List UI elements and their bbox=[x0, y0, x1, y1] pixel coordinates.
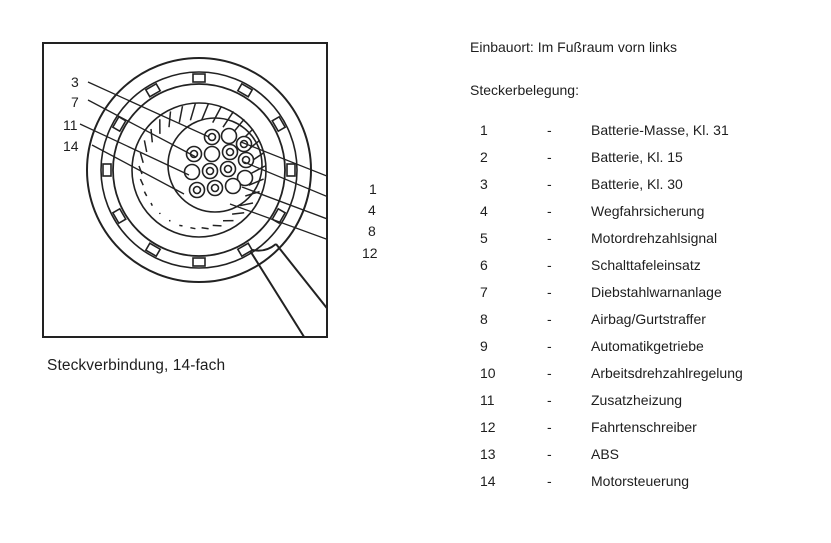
hatch-stroke bbox=[151, 203, 152, 206]
hatch-stroke bbox=[144, 192, 146, 196]
callout-14: 14 bbox=[63, 138, 79, 154]
pin-row bbox=[476, 305, 743, 332]
pin-separator: - bbox=[547, 337, 552, 354]
hatch-stroke bbox=[202, 228, 209, 229]
pin-separator: - bbox=[547, 310, 552, 327]
pin-number: 11 bbox=[480, 391, 495, 408]
pin-separator: - bbox=[547, 418, 552, 435]
pin-function: Automatikgetriebe bbox=[591, 337, 704, 354]
pin-row bbox=[476, 467, 743, 494]
hatch-stroke bbox=[144, 140, 146, 152]
callout-1: 1 bbox=[369, 181, 377, 197]
pin-number: 14 bbox=[480, 472, 496, 489]
connector-pin bbox=[205, 147, 220, 162]
pin-number: 9 bbox=[480, 337, 488, 354]
pin-number: 7 bbox=[480, 283, 488, 300]
connector-pin-socket bbox=[227, 149, 234, 156]
pin-separator: - bbox=[547, 175, 552, 192]
pin-separator: - bbox=[547, 472, 552, 489]
pin-separator: - bbox=[547, 364, 552, 381]
hatch-stroke bbox=[202, 103, 209, 120]
pin-row bbox=[476, 170, 743, 197]
pin-separator: - bbox=[547, 229, 552, 246]
callout-7: 7 bbox=[71, 94, 79, 110]
pin-separator: - bbox=[547, 256, 552, 273]
callout-3: 3 bbox=[71, 74, 79, 90]
pin-row bbox=[476, 116, 743, 143]
pin-number: 13 bbox=[480, 445, 496, 462]
assignment-heading: Steckerbelegung: bbox=[470, 82, 579, 98]
pin-number: 12 bbox=[480, 418, 496, 435]
callout-4: 4 bbox=[368, 202, 376, 218]
hatch-stroke bbox=[179, 225, 182, 226]
pin-function: Arbeitsdrehzahlregelung bbox=[591, 364, 743, 381]
pin-separator: - bbox=[547, 283, 552, 300]
connector-pin-socket bbox=[207, 168, 214, 175]
pin-number: 3 bbox=[480, 175, 488, 192]
pin-separator: - bbox=[547, 148, 552, 165]
hatch-stroke bbox=[179, 106, 182, 123]
pin-row bbox=[476, 197, 743, 224]
locking-lug bbox=[103, 164, 111, 176]
pin-assignment-table bbox=[476, 116, 743, 494]
pin-function: Diebstahlwarnanlage bbox=[591, 283, 722, 300]
callout-11: 11 bbox=[63, 117, 78, 133]
pin-number: 2 bbox=[480, 148, 488, 165]
pin-function: Zusatzheizung bbox=[591, 391, 683, 408]
figure-caption: Steckverbindung, 14-fach bbox=[47, 357, 226, 374]
pin-row bbox=[476, 224, 743, 251]
pin-number: 8 bbox=[480, 310, 488, 327]
pin-function: Motordrehzahlsignal bbox=[591, 229, 718, 246]
pin-separator: - bbox=[547, 445, 552, 462]
connector-figure bbox=[42, 42, 328, 338]
hatch-stroke bbox=[190, 103, 195, 120]
install-location: Einbauort: Im Fußraum vorn links bbox=[470, 39, 677, 55]
connector-drawing bbox=[44, 44, 328, 338]
connector-pin-socket bbox=[194, 187, 201, 194]
pin-function: Motorsteuerung bbox=[591, 472, 690, 489]
callout-12: 12 bbox=[362, 245, 378, 261]
hatch-stroke bbox=[140, 179, 143, 185]
connector-pin bbox=[226, 179, 241, 194]
locking-lug bbox=[193, 74, 205, 82]
connector-pin-socket bbox=[225, 166, 232, 173]
pin-function: Fahrtenschreiber bbox=[591, 418, 697, 435]
pin-function: Wegfahrsicherung bbox=[591, 202, 705, 219]
pin-row bbox=[476, 359, 743, 386]
pin-function: Batterie, Kl. 15 bbox=[591, 148, 683, 165]
connector-pin-socket bbox=[212, 185, 219, 192]
pin-row bbox=[476, 332, 743, 359]
pin-number: 6 bbox=[480, 256, 488, 273]
pin-number: 5 bbox=[480, 229, 488, 246]
pin-number: 1 bbox=[480, 121, 488, 138]
cable-outline bbox=[249, 249, 306, 338]
pin-row bbox=[476, 440, 743, 467]
hatch-stroke bbox=[213, 225, 222, 226]
pin-function: ABS bbox=[591, 445, 620, 462]
hatch-stroke bbox=[190, 228, 195, 229]
pin-row bbox=[476, 143, 743, 170]
pin-function: Batterie, Kl. 30 bbox=[591, 175, 683, 192]
pin-row bbox=[476, 278, 743, 305]
hatch-stroke bbox=[213, 106, 222, 123]
hatch-stroke bbox=[151, 129, 152, 142]
cable-outline bbox=[276, 244, 328, 312]
pin-separator: - bbox=[547, 202, 552, 219]
pin-row bbox=[476, 413, 743, 440]
pin-separator: - bbox=[547, 121, 552, 138]
pin-number: 10 bbox=[480, 364, 496, 381]
pin-row bbox=[476, 251, 743, 278]
pin-number: 4 bbox=[480, 202, 488, 219]
hatch-stroke bbox=[232, 213, 244, 214]
connector-pin-socket bbox=[209, 134, 216, 141]
pin-function: Airbag/Gurtstraffer bbox=[591, 310, 706, 327]
callout-8: 8 bbox=[368, 223, 376, 239]
locking-lug bbox=[287, 164, 295, 176]
hatch-stroke bbox=[140, 153, 143, 163]
pin-function: Schalttafeleinsatz bbox=[591, 256, 701, 273]
connector-pin bbox=[222, 129, 237, 144]
connector-pin bbox=[185, 165, 200, 180]
locking-lug bbox=[193, 258, 205, 266]
pin-row bbox=[476, 386, 743, 413]
pin-separator: - bbox=[547, 391, 552, 408]
pin-function: Batterie-Masse, Kl. 31 bbox=[591, 121, 729, 138]
